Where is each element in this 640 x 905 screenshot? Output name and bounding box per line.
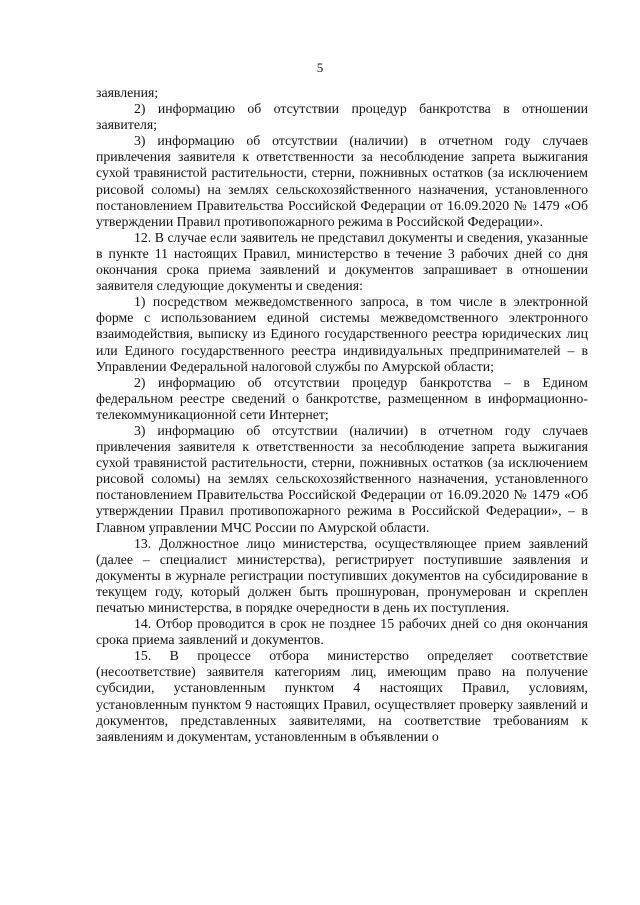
page-number: 5 — [316, 60, 324, 75]
paragraph-12-item-1: 1) посредством межведомственного запроса, в том числе в электронной форме с использованием единой системы межведомственного электронного взаимодействия, выписку из Единого государственного реестра юридических лиц или Единого государственного реестра индивидуальных предпринимателей – в Управлении Федеральной налоговой службы по Амурской области; — [96, 294, 588, 374]
paragraph-14: 14. Отбор проводится в срок не позднее 15 рабочих дней со дня окончания срока приема заявлений и документов. — [96, 616, 588, 648]
paragraph-12-item-2: 2) информацию об отсутствии процедур банкротства – в Едином федеральном реестре сведений о банкротстве, размещенном в информационно-телекоммуникационной сети Интернет; — [96, 374, 588, 422]
paragraph-12: 12. В случае если заявитель не представил документы и сведения, указанные в пункте 11 настоящих Правил, министерство в течение 3 рабочих дней со дня окончания срока приема заявлений и документов запрашивает в отношении заявителя следующие документы и сведения: — [96, 229, 588, 294]
paragraph-item-2: 2) информацию об отсутствии процедур банкротства в отношении заявителя; — [96, 101, 588, 133]
paragraph-15: 15. В процессе отбора министерство определяет соответствие (несоответствие) заявителя категориям лиц, имеющим право на получение субсидии, установленным пунктом 4 настоящих Правил, условиям, установленным пунктом 9 настоящих Правил, осуществляет проверку заявлений и документов, представленных заявителями, на соответствие требованиям к заявлениям и документам, установленным в объявлении о — [96, 648, 588, 744]
document-body — [96, 85, 588, 745]
paragraph-continuation: заявления; — [96, 85, 159, 100]
paragraph-13: 13. Должностное лицо министерства, осуществляющее прием заявлений (далее – специалист министерства), регистрирует поступившие заявления и документы в журнале регистрации поступивших документов на субсидирование в текущем году, который должен быть прошнурован, пронумерован и скреплен печатью министерства, в порядке очередности в день их поступления. — [96, 535, 588, 615]
paragraph-item-3: 3) информацию об отсутствии (наличии) в отчетном году случаев привлечения заявителя к ответственности за несоблюдение запрета выжигания сухой травянистой растительности, стерни, пожнивных остатков (за исключением рисовой соломы) на землях сельскохозяйственного назначения, установленного постановлением Правительства Российской Федерации от 16.09.2020 № 1479 «Об утверждении Правил противопожарного режима в Российской Федерации». — [96, 133, 588, 229]
paragraph-12-item-3: 3) информацию об отсутствии (наличии) в отчетном году случаев привлечения заявителя к ответственности за несоблюдение запрета выжигания сухой травянистой растительности, стерни, пожнивных остатков (за исключением рисовой соломы) на землях сельскохозяйственного назначения, установленного постановлением Правительства Российской Федерации от 16.09.2020 № 1479 «Об утверждении Правил противопожарного режима в Российской Федерации», – в Главном управлении МЧС России по Амурской области. — [96, 422, 588, 535]
